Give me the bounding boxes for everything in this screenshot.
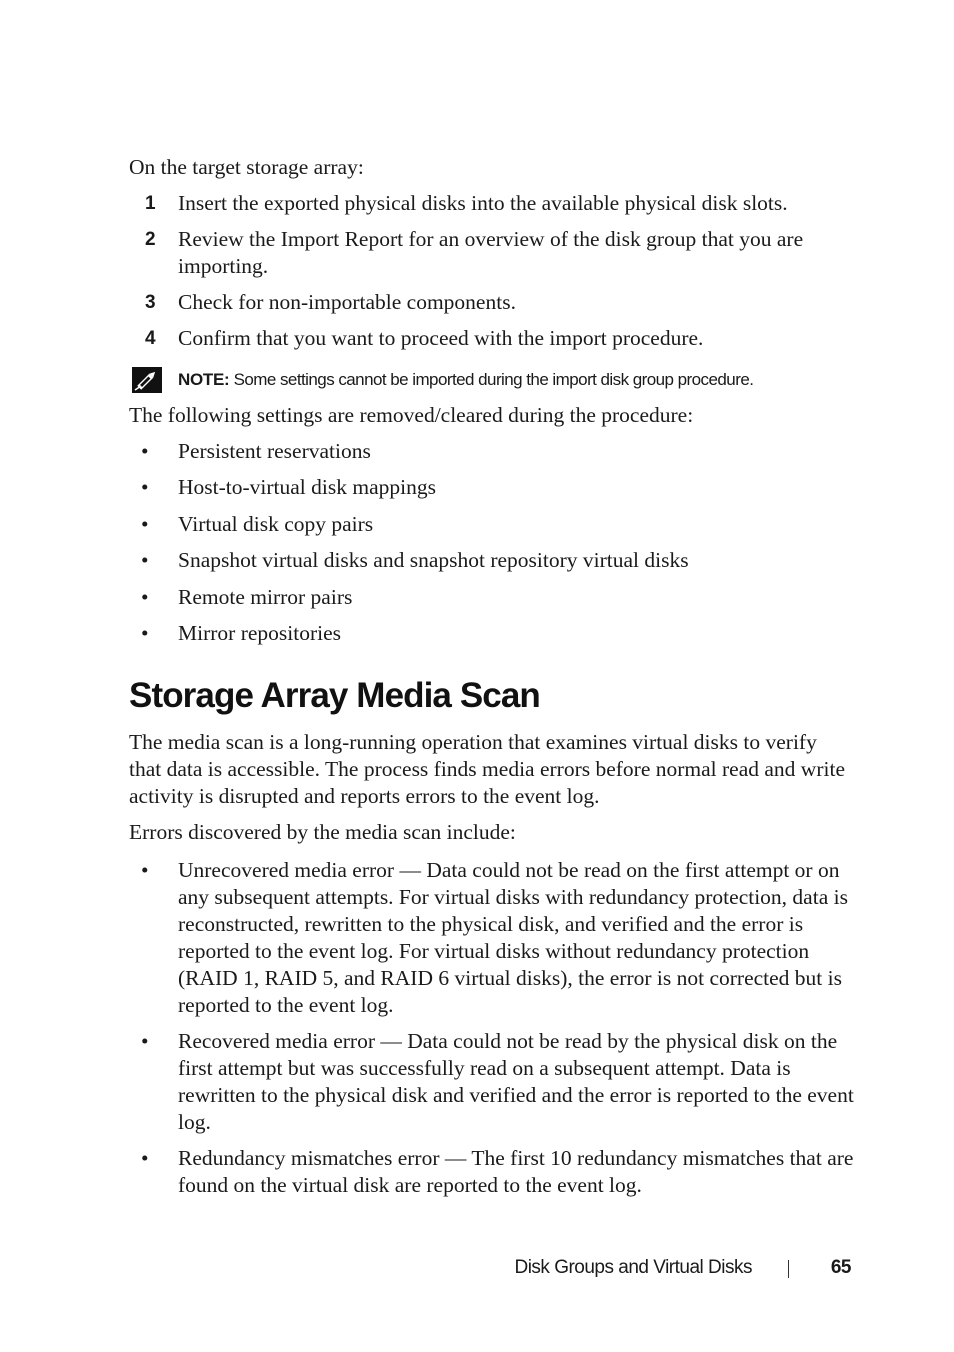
step-text: Check for non-importable components. — [178, 290, 516, 314]
bullet-icon: • — [141, 584, 149, 609]
step-number: 4 — [145, 328, 156, 349]
step-text: Confirm that you want to proceed with the import procedure. — [178, 326, 704, 350]
step-item — [129, 325, 854, 352]
pencil-note-icon — [131, 366, 163, 394]
errors-intro-paragraph: Errors discovered by the media scan include: — [129, 820, 516, 844]
intro-paragraph: On the target storage array: — [129, 155, 364, 179]
bullet-icon: • — [141, 858, 149, 882]
list-item — [129, 511, 854, 538]
step-number: 1 — [145, 193, 156, 214]
list-item-text: Redundancy mismatches error — The first 10 redundancy mismatches that are found on the virtual disk are reported to the event log. — [178, 1146, 854, 1197]
list-item-text: Remote mirror pairs — [178, 584, 353, 609]
list-item — [129, 1145, 854, 1199]
list-item — [129, 474, 854, 501]
media-scan-paragraph: The media scan is a long-running operation that examines virtual disks to verify that data is accessible. The process finds media errors before normal read and write activity is disrupted and reports errors to the event log. — [129, 730, 845, 808]
media-errors-list — [129, 857, 854, 1208]
page-number: 65 — [830, 1257, 851, 1278]
list-item — [129, 438, 854, 465]
step-item — [129, 289, 854, 316]
note-body: Some settings cannot be imported during the import disk group procedure. — [233, 370, 754, 389]
list-item-text: Persistent reservations — [178, 439, 371, 463]
note-text — [178, 369, 753, 391]
step-text: Insert the exported physical disks into the available physical disk slots. — [178, 191, 788, 215]
bullet-icon: • — [141, 620, 149, 645]
bullet-icon: • — [141, 439, 149, 463]
list-item — [129, 857, 854, 1019]
bullet-icon: • — [141, 511, 149, 536]
settings-intro-paragraph: The following settings are removed/cleared during the procedure: — [129, 403, 694, 427]
bullet-icon: • — [141, 548, 149, 573]
bullet-icon: • — [141, 475, 149, 500]
list-item — [129, 584, 854, 611]
list-item-text: Host-to-virtual disk mappings — [178, 475, 436, 500]
section-heading: Storage Array Media Scan — [129, 676, 540, 715]
footer-chapter-title: Disk Groups and Virtual Disks — [514, 1257, 752, 1278]
list-item — [129, 1028, 854, 1136]
list-item — [129, 620, 854, 647]
step-item — [129, 226, 854, 280]
step-number: 2 — [145, 229, 156, 250]
step-text: Review the Import Report for an overview of the disk group that you are importing. — [178, 227, 804, 278]
bullet-icon: • — [141, 1146, 149, 1170]
list-item-text: Virtual disk copy pairs — [178, 511, 374, 536]
bullet-icon: • — [141, 1029, 149, 1053]
note-callout — [129, 365, 869, 395]
step-number: 3 — [145, 292, 156, 313]
footer-divider — [788, 1260, 789, 1278]
list-item-text: Recovered media error — Data could not be read by the physical disk on the first attempt but was successfully read on a subsequent attempt. Data is rewritten to the physical disk and verified and the error is reported to the event log. — [178, 1029, 854, 1134]
step-item — [129, 190, 854, 217]
removed-settings-list — [129, 438, 854, 656]
list-item-text: Unrecovered media error — Data could not be read on the first attempt or on any subsequent attempts. For virtual disks with redundancy protection, data is reconstructed, rewritten to the physical disk, and verified and the error is reported to the event log. For virtual disks without redundancy protection (RAID 1, RAID 5, and RAID 6 virtual disks), the error is not corrected but is reported to the event log. — [178, 858, 848, 1017]
note-label: NOTE: — [178, 370, 230, 389]
list-item-text: Mirror repositories — [178, 620, 342, 645]
list-item — [129, 547, 854, 574]
list-item-text: Snapshot virtual disks and snapshot repository virtual disks — [178, 548, 689, 573]
import-steps-list — [129, 190, 854, 361]
